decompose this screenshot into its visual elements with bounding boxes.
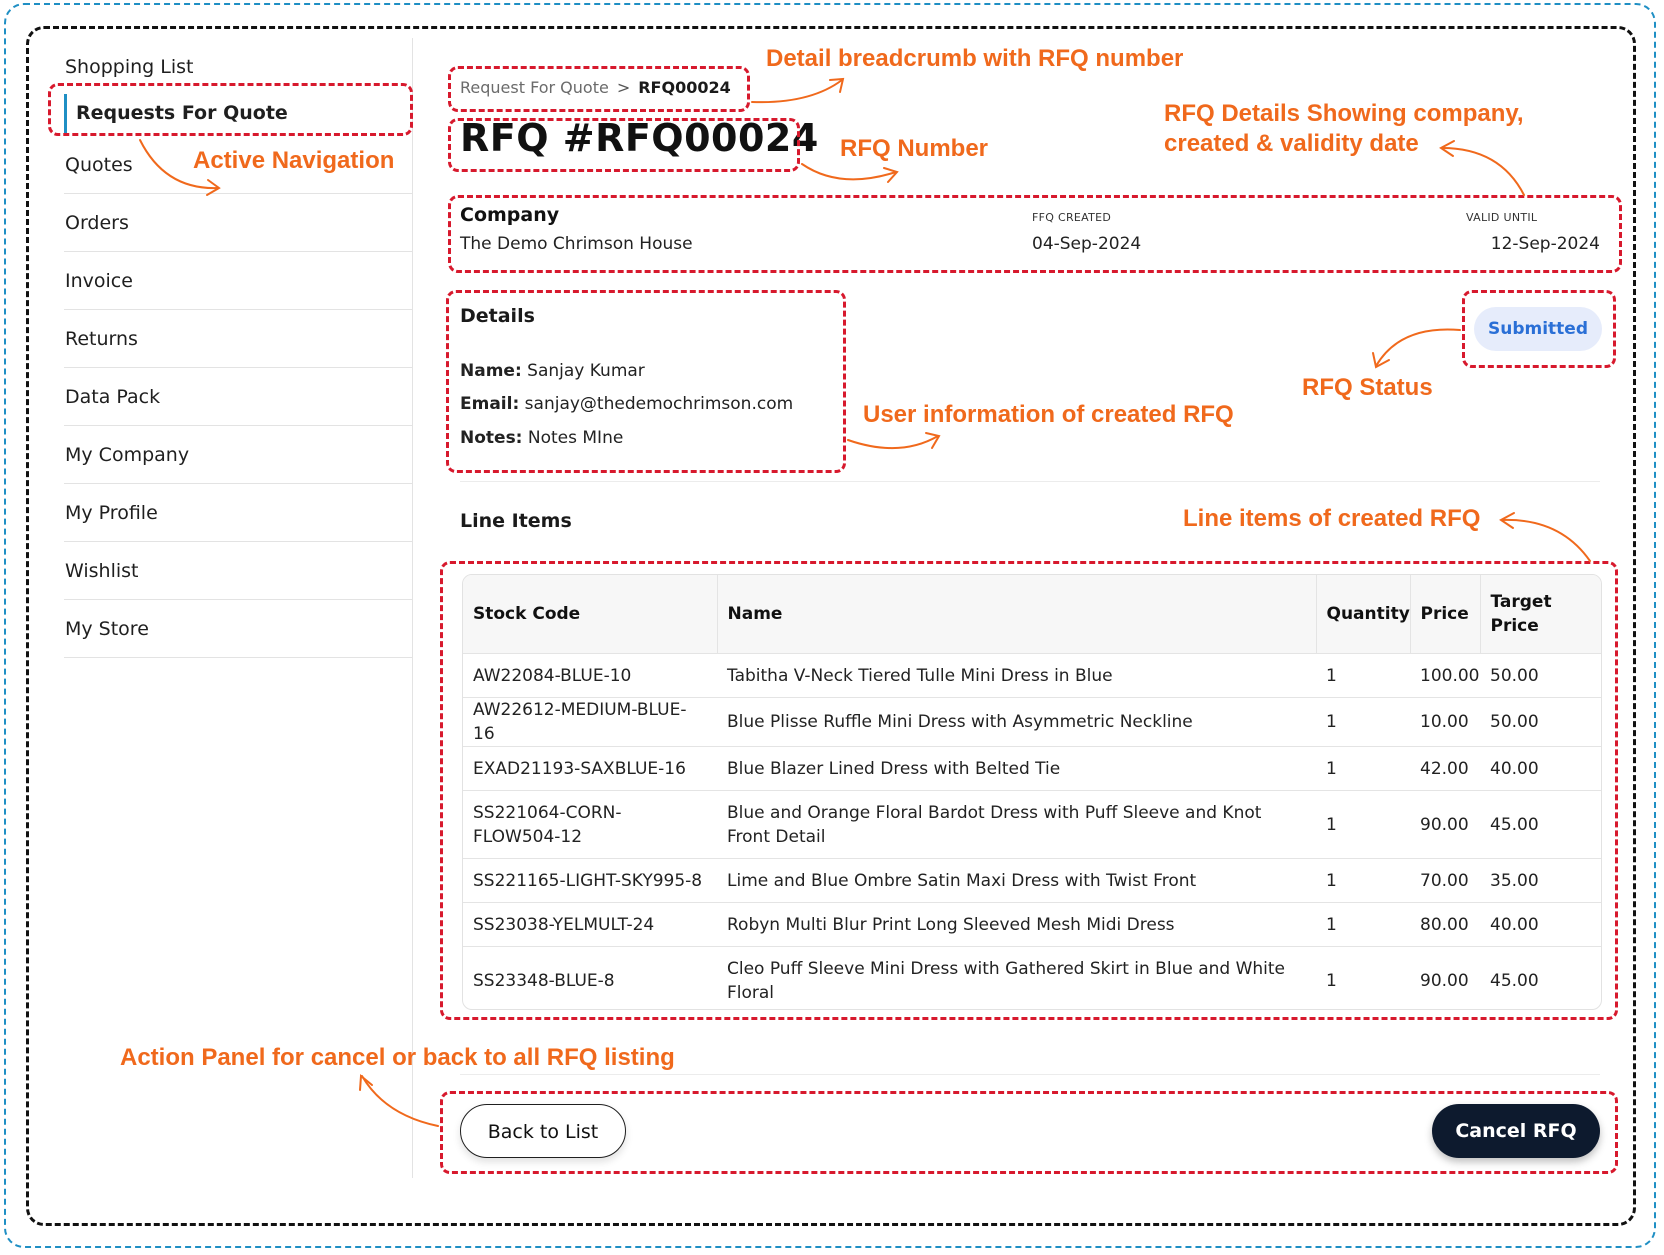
cell-quantity: 1 (1316, 947, 1410, 1011)
created-date: 04-Sep-2024 (1032, 234, 1142, 254)
annotation-rfq-number: RFQ Number (840, 135, 989, 162)
cell-quantity: 1 (1316, 698, 1410, 747)
annotation-details-line2: created & validity date (1164, 130, 1419, 157)
cell-target-price: 50.00 (1480, 698, 1601, 747)
arrow-nav (140, 140, 218, 188)
cell-price: 10.00 (1410, 698, 1480, 747)
cell-price: 80.00 (1410, 903, 1480, 947)
cell-target-price: 40.00 (1480, 747, 1601, 791)
sidebar-item-my-company[interactable]: My Company (64, 426, 412, 484)
annotation-action-panel: Action Panel for cancel or back to all RFQ listing (120, 1044, 675, 1071)
cell-stock-code: AW22084-BLUE-10 (463, 654, 717, 698)
cell-quantity: 1 (1316, 747, 1410, 791)
cell-quantity: 1 (1316, 859, 1410, 903)
cell-target-price: 40.00 (1480, 903, 1601, 947)
cell-target-price: 50.00 (1480, 654, 1601, 698)
arrow-breadcrumb (752, 80, 842, 102)
sidebar-item-invoice[interactable]: Invoice (64, 252, 412, 310)
cancel-rfq-button[interactable]: Cancel RFQ (1432, 1104, 1600, 1158)
cell-name: Cleo Puff Sleeve Mini Dress with Gathered Skirt in Blue and White Floral (717, 947, 1316, 1011)
valid-until-date: 12-Sep-2024 (1490, 234, 1600, 254)
arrow-details (1442, 148, 1524, 195)
annotation-breadcrumb: Detail breadcrumb with RFQ number (766, 45, 1184, 72)
cell-stock-code: AW22612-MEDIUM-BLUE-16 (463, 698, 717, 747)
cell-price: 42.00 (1410, 747, 1480, 791)
cell-price: 100.00 (1410, 654, 1480, 698)
cell-price: 70.00 (1410, 859, 1480, 903)
annotation-status: RFQ Status (1302, 374, 1433, 401)
details-heading: Details (460, 305, 535, 327)
cell-stock-code: SS221064-CORN-FLOW504-12 (463, 791, 717, 859)
cell-stock-code: EXAD21193-SAXBLUE-16 (463, 747, 717, 791)
cell-stock-code: SS23348-BLUE-8 (463, 947, 717, 1011)
annotation-line-items: Line items of created RFQ (1183, 505, 1481, 532)
detail-notes-label: Notes: (460, 428, 523, 448)
breadcrumb-separator-icon: > (616, 78, 631, 97)
detail-name-label: Name: (460, 361, 522, 381)
cell-quantity: 1 (1316, 903, 1410, 947)
annotation-details-line1: RFQ Details Showing company, (1164, 100, 1524, 127)
arrow-user-info (848, 436, 938, 448)
line-items-heading: Line Items (460, 510, 572, 532)
arrow-action-panel (362, 1076, 438, 1126)
sidebar-item-data-pack[interactable]: Data Pack (64, 368, 412, 426)
annotation-user-info: User information of created RFQ (863, 401, 1234, 428)
cell-quantity: 1 (1316, 654, 1410, 698)
arrow-line-items (1502, 520, 1590, 561)
cell-name: Tabitha V-Neck Tiered Tulle Mini Dress in Blue (717, 654, 1316, 698)
cell-target-price: 45.00 (1480, 947, 1601, 1011)
sidebar-item-wishlist[interactable]: Wishlist (64, 542, 412, 600)
valid-until-label: VALID UNTIL (1466, 211, 1538, 224)
cell-price: 90.00 (1410, 947, 1480, 1011)
cell-target-price: 35.00 (1480, 859, 1601, 903)
status-badge: Submitted (1474, 307, 1602, 351)
back-to-list-button[interactable]: Back to List (460, 1104, 626, 1158)
detail-notes-value: Notes MIne (527, 428, 624, 448)
detail-email-label: Email: (460, 394, 520, 414)
cell-name: Blue Plisse Ruffle Mini Dress with Asymmetric Neckline (717, 698, 1316, 747)
sidebar-item-quotes[interactable]: Quotes (64, 136, 412, 194)
cell-quantity: 1 (1316, 791, 1410, 859)
annotation-active-nav: Active Navigation (193, 147, 395, 174)
cell-name: Lime and Blue Ombre Satin Maxi Dress with Twist Front (717, 859, 1316, 903)
detail-name-value: Sanjay Kumar (527, 361, 645, 381)
sidebar-item-my-profile[interactable]: My Profile (64, 484, 412, 542)
column-header-target-price: Target Price (1480, 575, 1601, 654)
created-label: FFQ CREATED (1032, 211, 1112, 224)
cell-name: Blue Blazer Lined Dress with Belted Tie (717, 747, 1316, 791)
sidebar-item-orders[interactable]: Orders (64, 194, 412, 252)
cell-stock-code: SS23038-YELMULT-24 (463, 903, 717, 947)
column-header-price: Price (1410, 575, 1480, 654)
column-header-quantity: Quantity (1316, 575, 1410, 654)
sidebar-item-my-store[interactable]: My Store (64, 600, 412, 658)
cell-stock-code: SS221165-LIGHT-SKY995-8 (463, 859, 717, 903)
page-title: RFQ #RFQ00024 (460, 116, 819, 160)
sidebar-item-returns[interactable]: Returns (64, 310, 412, 368)
cell-target-price: 45.00 (1480, 791, 1601, 859)
sidebar-item-shopping-list[interactable]: Shopping List (65, 56, 194, 78)
breadcrumb-parent-link[interactable]: Request For Quote (460, 78, 609, 97)
cell-name: Robyn Multi Blur Print Long Sleeved Mesh Midi Dress (717, 903, 1316, 947)
column-header-stock-code: Stock Code (463, 575, 717, 654)
cell-price: 90.00 (1410, 791, 1480, 859)
cell-name: Blue and Orange Floral Bardot Dress with Puff Sleeve and Knot Front Detail (717, 791, 1316, 859)
breadcrumb-current: RFQ00024 (638, 78, 731, 97)
company-label: Company (460, 204, 560, 226)
company-name: The Demo Chrimson House (460, 234, 693, 254)
sidebar-item-requests-for-quote[interactable]: Requests For Quote (64, 84, 412, 142)
arrow-rfq-number (802, 164, 896, 179)
column-header-name: Name (717, 575, 1316, 654)
detail-email-value: sanjay@thedemochrimson.com (524, 394, 794, 414)
